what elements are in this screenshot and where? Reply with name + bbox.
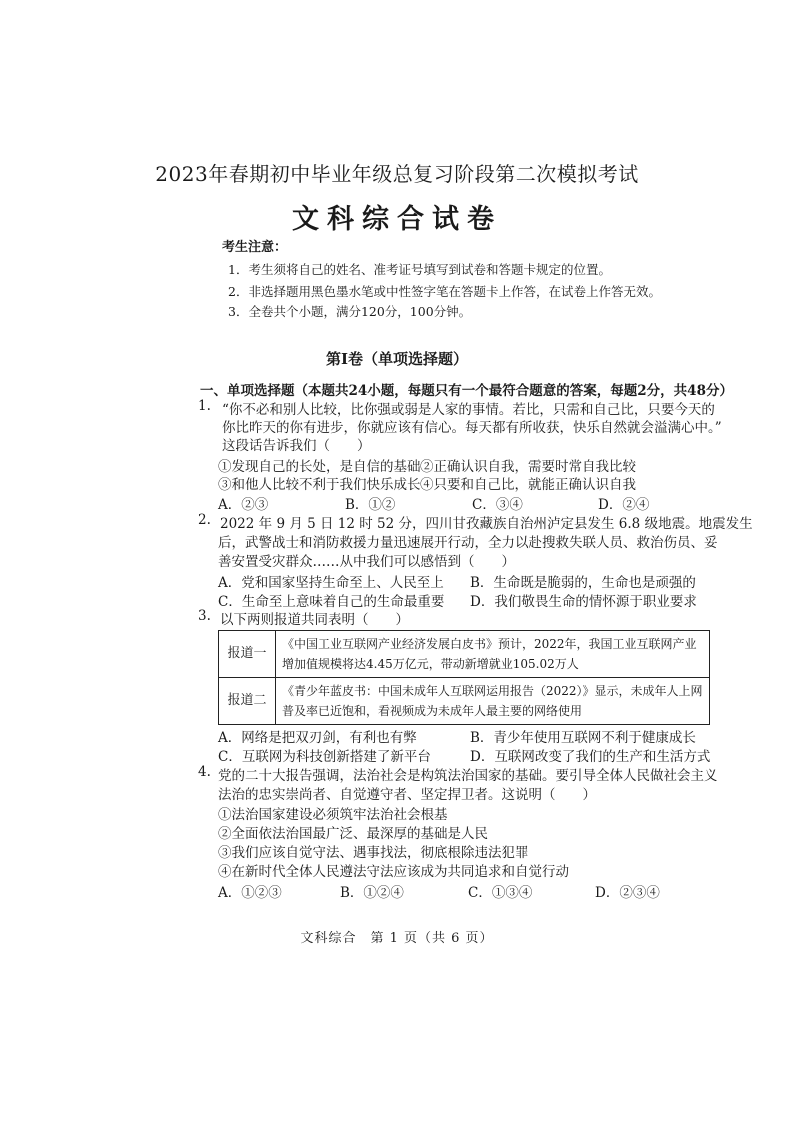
question-stem-line: 后，武警战士和消防救援力量迅速展开行动，全力以赴搜救失联人员、救治伤员、妥 [218,535,718,551]
page-footer: 文科综合 第 1 页（共 6 页） [300,931,494,946]
answer-option: C．生命至上意味着自己的生命最重要 [218,594,445,610]
statement: ③和他人比较不利于我们快乐成长 [218,477,421,493]
question-stem: 以下两则报道共同表明（ ） [220,612,409,628]
notice-item: 1．考生须将自己的姓名、准考证号填写到试卷和答题卡规定的位置。 [228,262,611,277]
question-number: 3. [198,608,211,624]
statement: ①法治国家建设必须筑牢法治社会根基 [218,807,448,823]
answer-option: D．②③④ [595,885,660,901]
part-heading: 一、单项选择题（本题共24小题，每题只有一个最符合题意的答案，每题2分，共48分） [200,383,733,399]
answer-option: B．青少年使用互联网不利于健康成长 [470,730,696,746]
question-number: 1. [198,398,211,414]
statement: ②正确认识自我，需要时常自我比较 [420,459,636,475]
answer-option: D．我们敬畏生命的情怀源于职业要求 [470,594,697,610]
question-stem-line: 2022 年 9 月 5 日 12 时 52 分，四川甘孜藏族自治州泸定县发生 6.8 级地震。地震发生 [220,516,753,532]
answer-option: C．③④ [472,497,523,513]
statement: ③我们应该自觉守法、遇事找法，彻底根除违法犯罪 [218,845,529,861]
notice-item: 3．全卷共个小题，满分120分，100分钟。 [228,304,472,319]
question-stem-line: 法治的忠实崇尚者、自觉遵守者、坚定捍卫者。这说明（ ） [218,787,596,803]
report-label: 报道一 [219,631,276,678]
question-stem-line: 你比昨天的你有进步，你就应该有信心。每天都有所收获，快乐自然就会溢满心中。” [222,420,722,436]
answer-option: B．生命既是脆弱的，生命也是顽强的 [470,575,696,591]
report-label: 报道二 [219,678,276,725]
question-number: 2. [198,512,211,528]
exam-subtitle: 文科综合试卷 [292,204,502,235]
answer-option: A．②③ [218,497,269,513]
answer-option: B．①② [345,497,396,513]
question-stem-line: “你不必和别人比较，比你强或弱是人家的事情。若比，只需和自己比，只要今天的 [222,402,715,418]
answer-option: A．①②③ [218,885,282,901]
answer-option: C．互联网为科技创新搭建了新平台 [218,749,431,765]
statement: ④在新时代全体人民遵法守法应该成为共同追求和自觉行动 [218,864,569,880]
report-row [219,631,710,678]
reports-table [218,630,710,725]
notice-item: 2．非选择题用黑色墨水笔或中性签字笔在答题卡上作答，在试卷上作答无效。 [228,284,661,299]
notice-heading: 考生注意： [222,240,288,255]
question-stem-line: 这段话告诉我们（ ） [222,438,371,454]
answer-option: D．互联网改变了我们的生产和生活方式 [470,749,711,765]
answer-option: C．①③④ [468,885,533,901]
report-text: 《中国工业互联网产业经济发展白皮书》预计，2022年，我国工业互联网产业增加值规模将达4.45万亿元，带动新增就业105.02万人 [276,631,710,678]
report-text: 《青少年蓝皮书：中国未成年人互联网运用报告（2022）》显示，未成年人上网普及率已近饱和，看视频成为未成年人最主要的网络使用 [276,678,710,725]
statement: ②全面依法治国最广泛、最深厚的基础是人民 [218,826,488,842]
statement: ④只要和自己比，就能正确认识自我 [420,477,636,493]
report-row [219,678,710,725]
section-title: 第Ⅰ卷（单项选择题） [325,350,469,368]
answer-option: B．①②④ [340,885,404,901]
question-stem-line: 党的二十大报告强调，法治社会是构筑法治国家的基础。要引导全体人民做社会主义 [218,768,718,784]
answer-option: D．②④ [598,497,650,513]
question-number: 4. [198,764,211,780]
exam-title: 2023年春期初中毕业年级总复习阶段第二次模拟考试 [155,162,639,186]
answer-option: A．网络是把双刃剑，有利也有弊 [218,730,417,746]
statement: ①发现自己的长处，是自信的基础 [218,459,421,475]
question-stem-line: 善安置受灾群众……从中我们可以感悟到（ ） [218,554,515,570]
answer-option: A．党和国家坚持生命至上、人民至上 [218,575,444,591]
